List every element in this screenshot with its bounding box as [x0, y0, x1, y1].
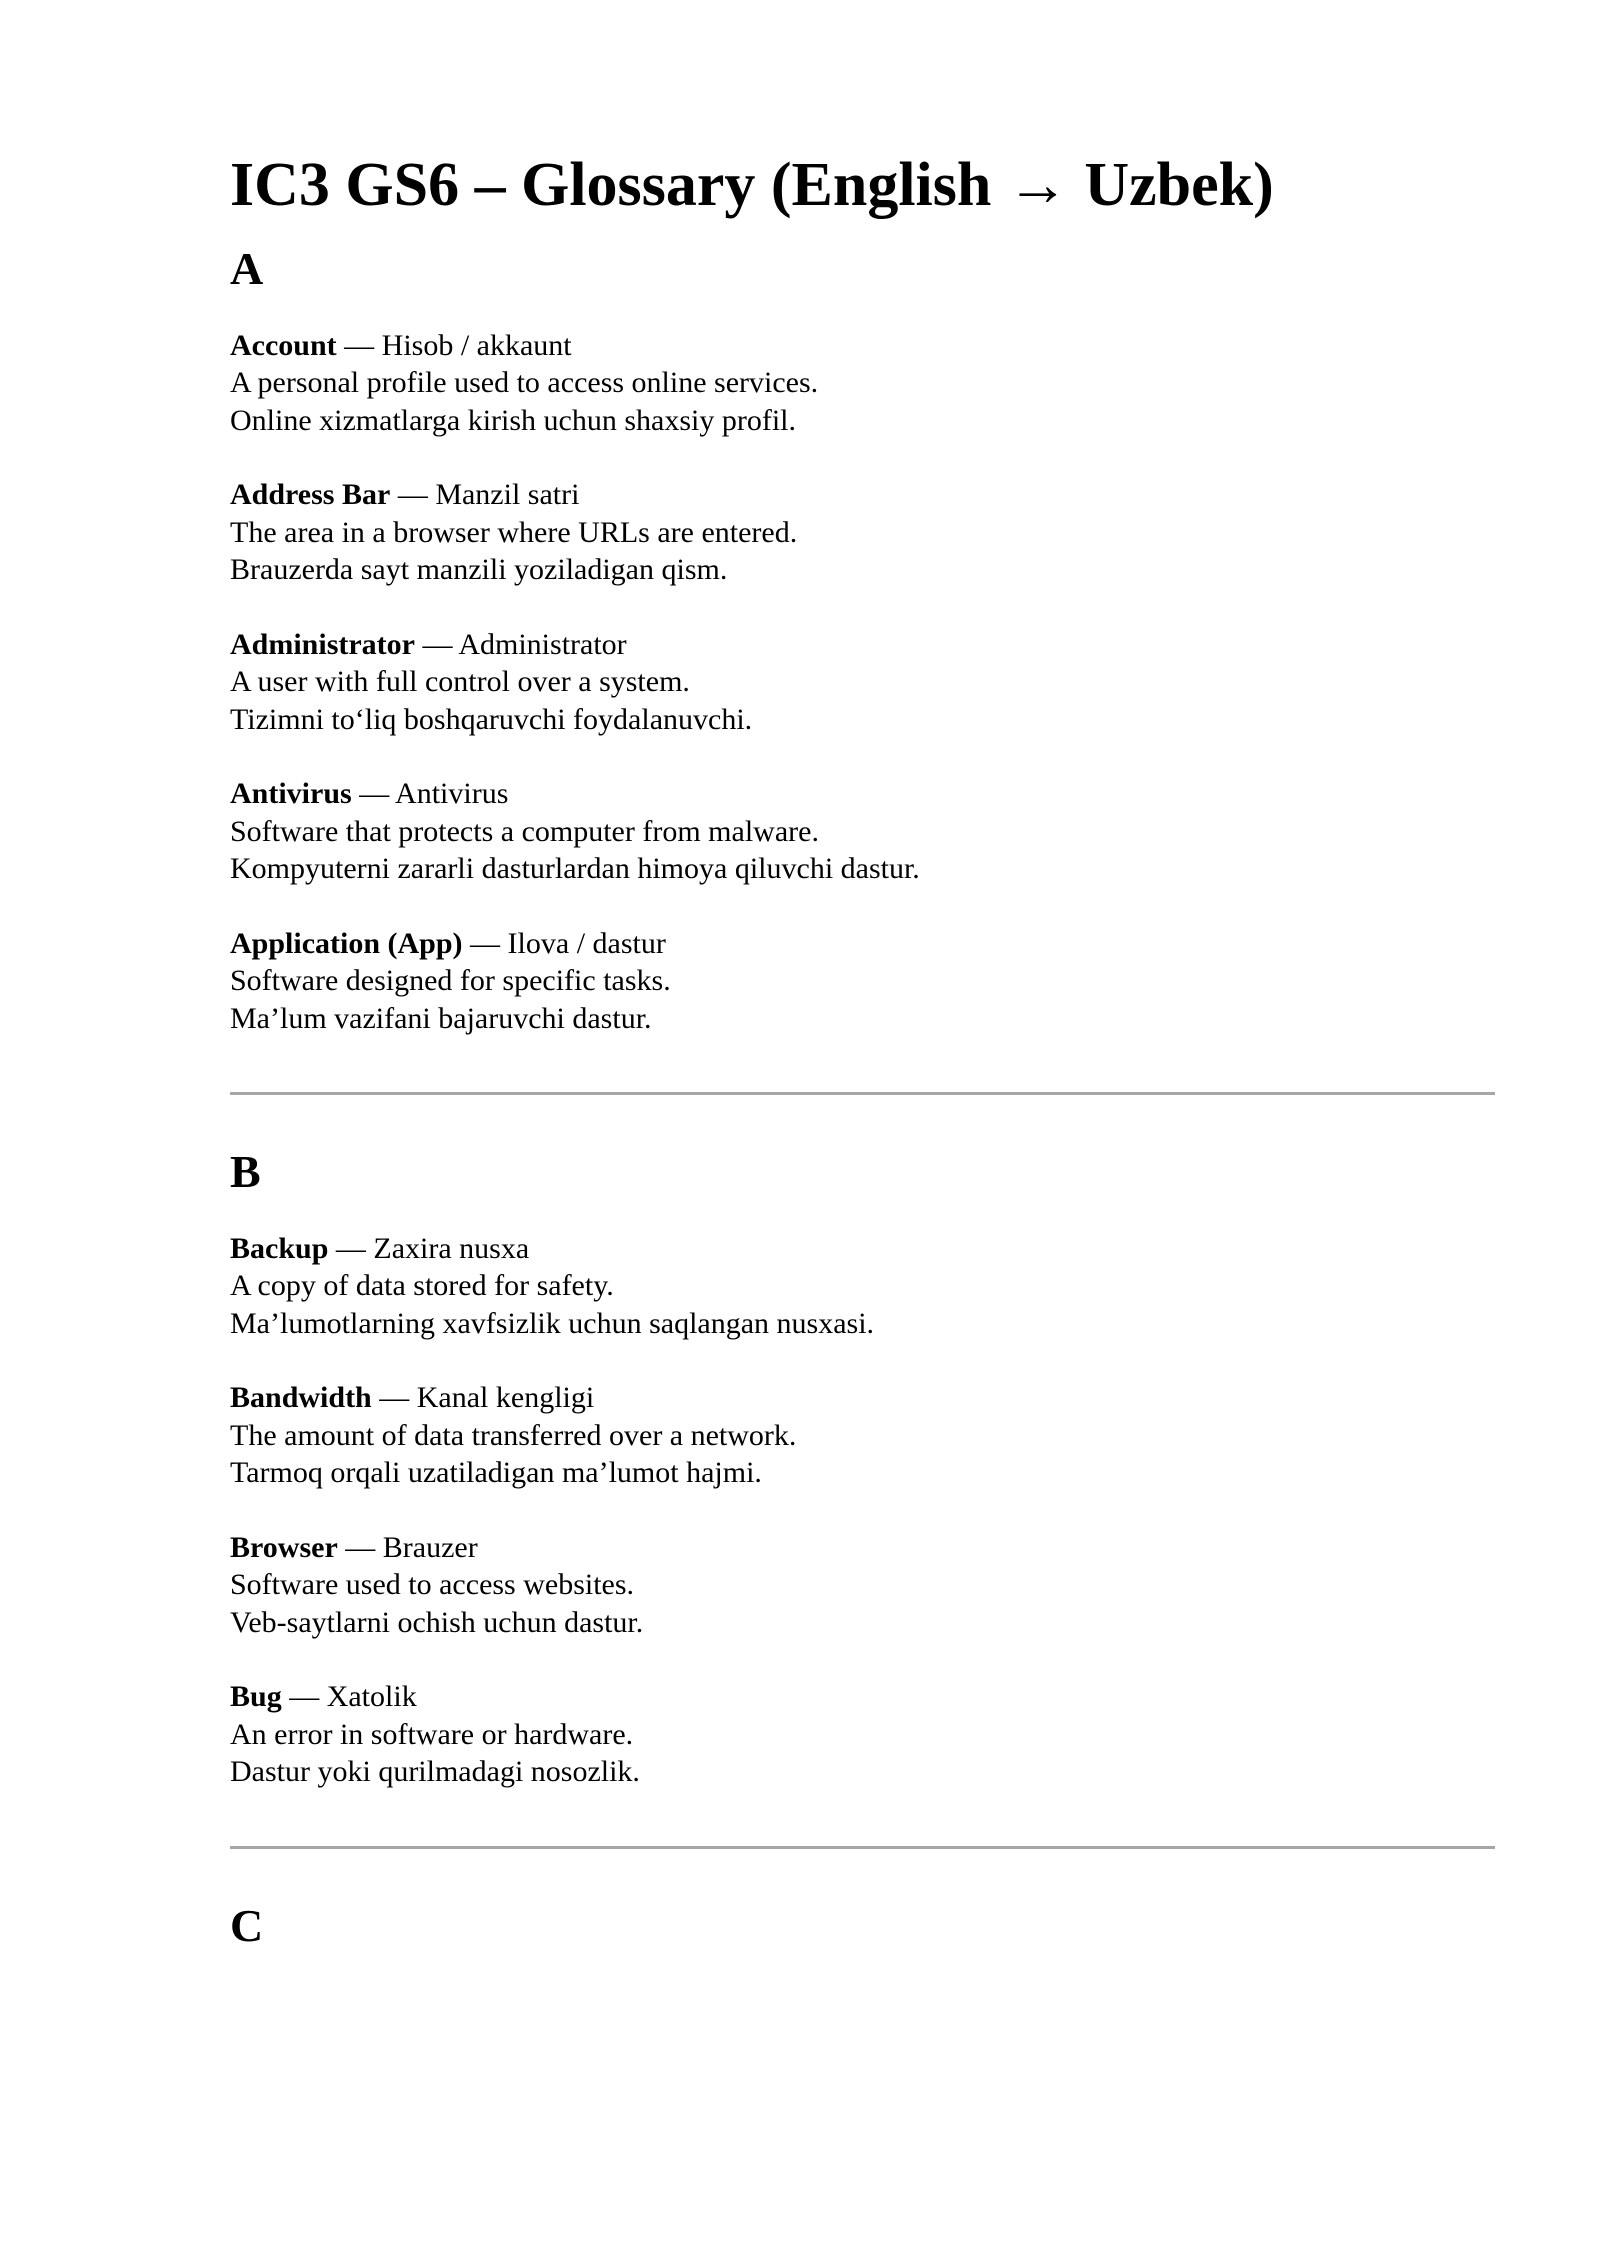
- term-definition-english: A user with full control over a system.: [230, 665, 690, 699]
- glossary-entry: [230, 626, 1495, 739]
- term-translation: Ilova / dastur: [507, 926, 666, 960]
- term-separator: —: [336, 328, 382, 362]
- section-letter: A: [230, 243, 264, 295]
- page-title: IC3 GS6 – Glossary (English → Uzbek): [230, 151, 1274, 219]
- term-definition-english: Software used to access websites.: [230, 1568, 635, 1602]
- term-name: Account: [230, 328, 337, 362]
- term-name: Administrator: [230, 627, 415, 661]
- term-definition-uzbek: Tizimni to‘liq boshqaruvchi foydalanuvchi.: [230, 702, 753, 736]
- term-name: Address Bar: [230, 478, 391, 512]
- term-definition-uzbek: Ma’lum vazifani bajaruvchi dastur.: [230, 1001, 652, 1035]
- term-heading: [230, 1230, 1495, 1268]
- term-translation: Hisob / akkaunt: [381, 328, 572, 362]
- term-definition-english: The amount of data transferred over a network.: [230, 1418, 797, 1452]
- term-separator: —: [462, 926, 508, 960]
- term-translation: Zaxira nusxa: [373, 1231, 530, 1265]
- term-separator: —: [337, 1530, 383, 1564]
- term-translation: Kanal kengligi: [416, 1381, 595, 1415]
- glossary-entry: [230, 1379, 1495, 1492]
- term-translation: Xatolik: [326, 1680, 417, 1714]
- glossary-entry: [230, 1230, 1495, 1343]
- term-separator: —: [328, 1231, 374, 1265]
- term-definition-english: Software designed for specific tasks.: [230, 964, 671, 998]
- term-name: Antivirus: [230, 777, 352, 811]
- term-definition-english: A copy of data stored for safety.: [230, 1269, 614, 1303]
- glossary-entry: [230, 1678, 1495, 1791]
- term-name: Application (App): [230, 926, 463, 960]
- term-separator: —: [351, 777, 396, 811]
- term-definition-english: An error in software or hardware.: [230, 1717, 634, 1751]
- glossary-entry: [230, 476, 1495, 589]
- term-heading: [230, 1678, 1495, 1716]
- term-definition-uzbek: Brauzerda sayt manzili yoziladigan qism.: [230, 553, 728, 587]
- glossary-entry: [230, 775, 1495, 888]
- term-translation: Antivirus: [395, 777, 509, 811]
- glossary-entry: [230, 327, 1495, 440]
- term-name: Bug: [230, 1680, 282, 1714]
- section-divider: [230, 1846, 1495, 1849]
- document-page: [230, 150, 1495, 1952]
- term-heading: [230, 476, 1495, 514]
- section-c: [230, 1901, 1495, 1952]
- term-definition-uzbek: Dastur yoki qurilmadagi nosozlik.: [230, 1755, 640, 1789]
- section-b: [230, 1147, 1495, 1791]
- term-definition-uzbek: Veb-saytlarni ochish uchun dastur.: [230, 1605, 644, 1639]
- term-translation: Manzil satri: [435, 478, 580, 512]
- term-heading: [230, 327, 1495, 365]
- term-separator: —: [390, 478, 436, 512]
- section-a: [230, 244, 1495, 1037]
- term-separator: —: [281, 1680, 327, 1714]
- term-definition-english: A personal profile used to access online services.: [230, 366, 819, 400]
- term-definition-uzbek: Tarmoq orqali uzatiladigan ma’lumot hajmi.: [230, 1456, 762, 1490]
- term-definition-english: Software that protects a computer from malware.: [230, 814, 819, 848]
- term-heading: [230, 1379, 1495, 1417]
- term-name: Browser: [230, 1530, 338, 1564]
- section-divider: [230, 1092, 1495, 1095]
- term-separator: —: [371, 1381, 417, 1415]
- term-separator: —: [414, 627, 459, 661]
- term-translation: Administrator: [458, 627, 627, 661]
- term-heading: [230, 775, 1495, 813]
- term-heading: [230, 1529, 1495, 1567]
- term-name: Backup: [230, 1231, 329, 1265]
- term-heading: [230, 626, 1495, 664]
- term-definition-english: The area in a browser where URLs are entered.: [230, 515, 798, 549]
- term-definition-uzbek: Online xizmatlarga kirish uchun shaxsiy profil.: [230, 403, 797, 437]
- term-translation: Brauzer: [382, 1530, 478, 1564]
- term-definition-uzbek: Ma’lumotlarning xavfsizlik uchun saqlangan nusxasi.: [230, 1306, 875, 1340]
- glossary-entry: [230, 1529, 1495, 1642]
- section-letter: C: [230, 1899, 264, 1951]
- section-letter: B: [230, 1146, 261, 1198]
- term-name: Bandwidth: [230, 1381, 372, 1415]
- term-definition-uzbek: Kompyuterni zararli dasturlardan himoya qiluvchi dastur.: [230, 852, 920, 886]
- term-heading: [230, 925, 1495, 963]
- glossary-entry: [230, 925, 1495, 1038]
